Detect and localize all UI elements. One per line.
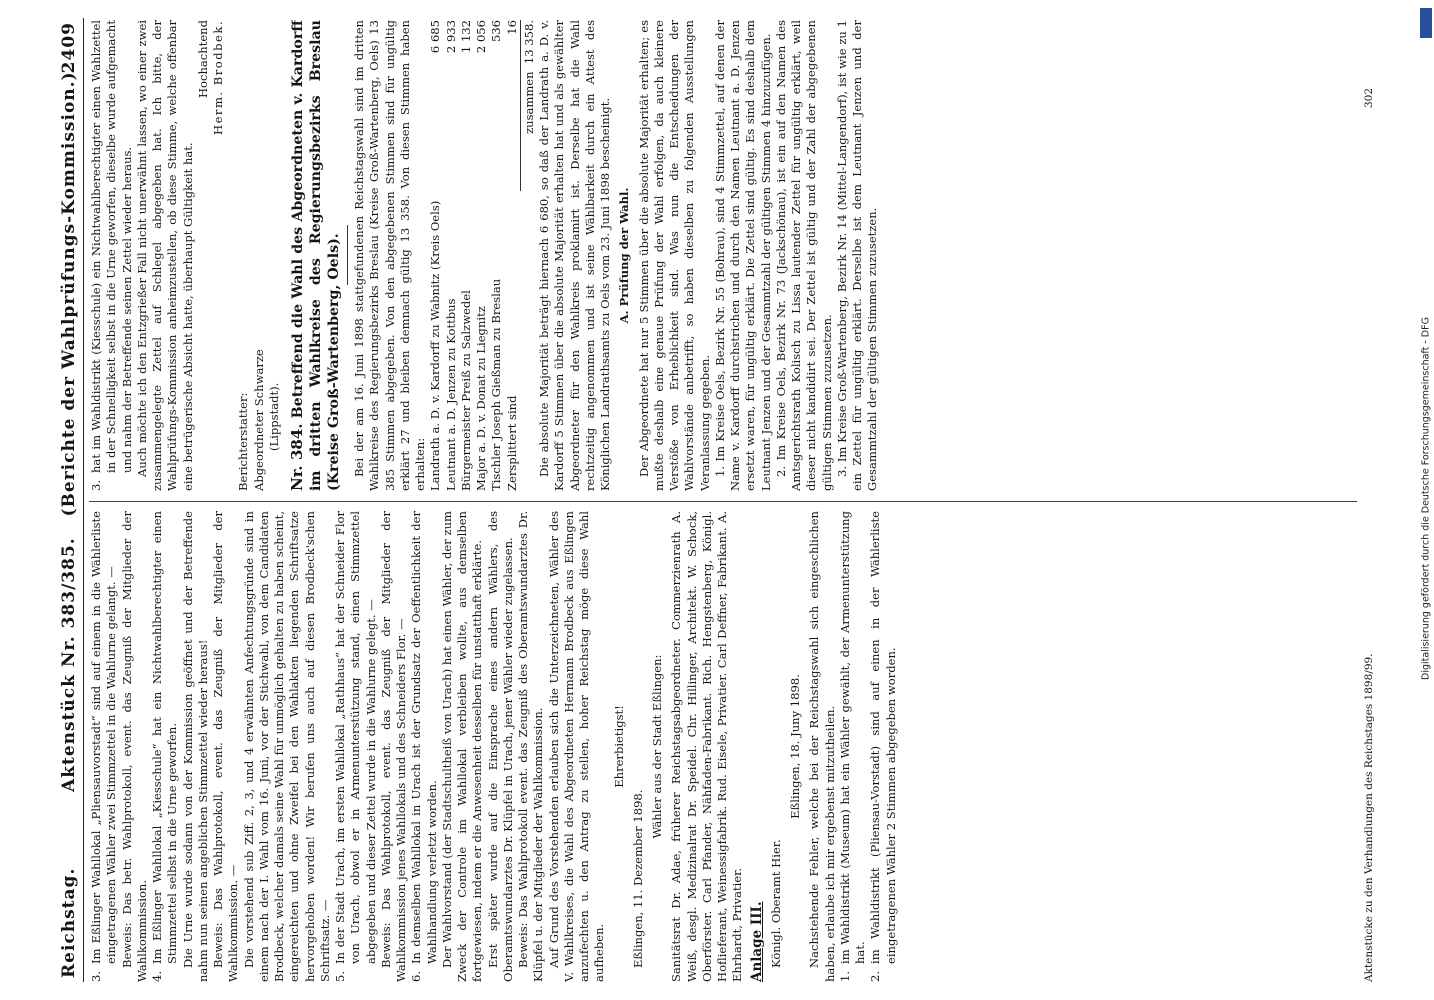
column-divider bbox=[89, 501, 1357, 502]
vote-total bbox=[520, 20, 537, 191]
report-title bbox=[288, 20, 343, 491]
dfg-sidebar bbox=[1418, 0, 1434, 1000]
total-label: zusammen bbox=[521, 71, 536, 134]
page-header bbox=[57, 18, 84, 982]
left-item-4: 6. In demselben Wahllokal in Urach ist der Grundsatz der Oeffentlichkeit der Wahlhandlung verletzt worden. bbox=[409, 511, 439, 982]
total-value: 13 358. bbox=[521, 20, 536, 65]
report-subject: Betreffend die Wahl des Abgeordneten v. Kardorff im dritten Wahlkreise des Regierungsbezirks Breslau (Kreise Groß-Wartenberg, Oels). bbox=[290, 20, 342, 491]
left-evidence-3: Beweis: Das Wahlprotokoll, event. das Zeugniß der Mitglieder der Wahlkommission jenes Wahllokals und des Schneiders Flor. — bbox=[378, 511, 408, 982]
anlage-date: Eßlingen, 18. Juny 1898. bbox=[788, 674, 802, 819]
regards: Hochachtend bbox=[195, 20, 210, 99]
right-para-3: Die absolute Majorität beträgt hiernach 6 680, so daß der Landrath a. D. v. Kardorff 5 Stimmen über die absolute Majorität erhalten hat und als gewählter Abgeordneter für den Wahlkreis proklamirt ist. Derselbe hat die Wahl rechtzeitig angenommen und ist seine Wählbarkeit durch ein Attest des Königlichen Landrathsamts zu Oels vom 23. Juni 1898 bescheinigt. bbox=[537, 20, 612, 491]
place-date: Eßlingen, 11. Dezember 1898. bbox=[630, 789, 645, 968]
right-item-3: 3. hat im Wahldistrikt (Kiesschule) ein Nichtwahlberechtigter einen Wahlzettel in der Schnelligkeit selbst in die Urne geworfen, dieselbe wurde aufgemacht und nahm der Betreffende seinen Zettel wieder heraus. bbox=[89, 20, 134, 491]
left-item-3: 5. In der Stadt Urach, im ersten Wahllokal „Rathhaus“ hat der Schneider Flor von Urach, obwol er in Armenunterstützung stand, einen Stimmzettel abgegeben und dieser Zettel wurde in die Wahlurne gelegt. — bbox=[333, 511, 378, 982]
report-number: Nr. 384. bbox=[288, 423, 306, 491]
left-para-4: Erst später wurde auf die Einsprache eines andern Wählers, des Oberamtswundarztes Dr. Klüpfel in Urach, jener Wähler wieder zugelassen. bbox=[485, 511, 515, 982]
page-footer bbox=[1363, 18, 1381, 982]
footer-source: Aktenstücke zu den Verhandlungen des Reichstages 1898/99. bbox=[1363, 653, 1375, 982]
left-evidence-2: Beweis: Das Wahlprotokoll, event. das Zeugniß der Mitglieder der Wahlkommission. — bbox=[211, 511, 241, 982]
finding-2: 2. Im Kreise Oels, Bezirk Nr. 73 (Jackschönau), ist ein auf den Namen des Amtsgerichtsrath Kolisch zu Lissa lautender Zettel für ungültig erklärt, weil dieser nicht kandidirt sei. Der Zettel ist gültig und der Zahl der abgegebenen gültigen Stimmen zuzusetzen. bbox=[773, 20, 834, 491]
candidate-row: Landrath a. D. v. Kardorff zu Wabnitz (Kreis Oels) 6 685 bbox=[428, 20, 443, 491]
left-para-1: Die Urne wurde sodann von der Kommission geöffnet und der Betreffende nahm nun seinen angeblichen Stimmzettel wieder heraus! bbox=[180, 511, 210, 982]
anlage-addressee: Königl. Oberamt Hier. bbox=[768, 839, 783, 968]
signers-intro: Wähler aus der Stadt Eßlingen: bbox=[650, 654, 664, 839]
closing: Ehrerbietigst! bbox=[611, 705, 626, 788]
header-left: Reichstag. bbox=[59, 867, 79, 978]
left-para-3: Der Wahlvorstand (der Stadtschultheiß von Urach) hat einen Wähler, der zum Zweck der Controle im Wahllokal verbleiben wollte, aus demselben fortgewiesen, indem er die Anwesenheit desselben für unstatthaft erklärte. bbox=[439, 511, 485, 982]
signers-list: Sanitätsrat Dr. Adae, früherer Reichstagsabgeordneter. Commerzienrath A. Weiß, desgl. Medizinalrat Dr. Speidel. Chr. Hillinger, Architekt. W. Schock, Oberförster. Carl Pfander, Nähfaden-Fabrikant. Rich. Hengstenberg, Königl. Hoflieferant, Weinessigfabrik. Rud. Eisele, Privatier. Carl Deffner, Fabrikant. A. Ehrhardt, Privatier. bbox=[669, 511, 745, 982]
right-para-4: Der Abgeordnete hat nur 5 Stimmen über die absolute Majorität erhalten; es mußte deshalb eine genaue Prüfung der Wahl erfolgen, da auch kleinere Verstöße von Erheblichkeit sind. Was nun die Entscheidungen der Wahlvorstände anbetrifft, so haben dieselben zu folgenden Ausstellungen Veranlassung gegeben. bbox=[636, 20, 712, 491]
signer: Herm. Brodbek. bbox=[211, 20, 225, 135]
candidate-row: Leutnant a. D. Jenzen zu Kottbus 2 933 bbox=[443, 20, 458, 491]
anlage-item-1: 1. im Wahldistrikt (Museum) hat ein Wähler gewählt, der Armenunterstützung hat. bbox=[837, 511, 867, 982]
header-doc-number: Aktenstück Nr. 383/385. bbox=[59, 537, 79, 792]
section-title: A. Prüfung der Wahl. bbox=[617, 187, 632, 324]
left-item-2: 4. Im Eßlinger Wahllokal „Kiesschule“ hat ein Nichtwahlberechtigter einen Stimmzettel selbst in die Urne geworfen. bbox=[150, 511, 180, 982]
left-evidence-4: Beweis: Das Wahlprotokoll event. das Zeugniß des Oberamtswundarztes Dr. Klüpfel u. der Mitglieder der Wahlkommission. bbox=[516, 511, 546, 982]
left-item-1: 3. Im Eßlinger Wahllokal „Pliensauvorstadt“ sind auf einem in die Wählerliste eingetragenen Wähler zwei Stimmzettel in die Wahlurne gelangt. — bbox=[89, 511, 119, 982]
header-center bbox=[59, 71, 79, 792]
candidate-row: Zersplittert sind 16 bbox=[504, 20, 519, 491]
right-para-1: Auch möchte ich den Entzgrießer Fall nicht unerwähnt lassen, wo einer zwei zusammengelegte Zettel auf Schlegel abgegeben hat. Ich bitte, der Wahlprüfungs-Kommission anheimzustellen, ob diese Stimme, welche offenbar eine betrügerische Absicht hatte, überhaupt Gültigkeit hat. bbox=[134, 20, 195, 491]
candidate-row: Major a. D. v. Donat zu Liegnitz 2 056 bbox=[474, 20, 488, 491]
title-rule bbox=[347, 226, 348, 286]
reporter-place: (Lippstadt). bbox=[266, 382, 281, 451]
right-para-2: Bei der am 16. Juni 1898 stattgefundenen Reichstagswahl sind im dritten Wahlkreise des Regierungsbezirks Breslau (Kreise Groß-Wartenberg, Oels) 13 385 Stimmen abgegeben. Von den abgegebenen Stimmen sind für ungültig erklärt 27 und bleiben demnach gültig 13 358. Von diesen Stimmen haben erhalten: bbox=[352, 20, 427, 491]
left-column bbox=[89, 511, 1357, 982]
anlage-item-2: 2. im Wahldistrikt (Pliensau-Vorstadt) sind auf einen in der Wählerliste eingetragenen Wähler 2 Stimmen abgegeben worden. bbox=[868, 511, 898, 982]
dfg-logo-icon bbox=[1420, 8, 1432, 38]
dfg-credit: Digitalisierung gefördert durch die Deutsche Forschungsgemeinschaft - DFG bbox=[1420, 317, 1432, 680]
left-evidence-1: Beweis: Das betr. Wahlprotokoll, event. das Zeugniß der Mitglieder der Wahlkommission. bbox=[119, 511, 149, 982]
anlage-intro: Nachstehende Fehler, welche bei der Reichstagswahl sich eingeschlichen haben, erlaube ich mir ergebenst mitzutheilen. bbox=[807, 511, 837, 982]
candidate-row: Bürgermeister Preiß zu Salzwedel 1 132 bbox=[458, 20, 473, 491]
document-page bbox=[47, 4, 1387, 996]
right-column bbox=[89, 20, 1357, 491]
finding-3: 3. Im Kreise Groß-Wartenberg, Bezirk Nr. 14 (Mittel-Langendorf), ist wie zu 1 ein Zettel für ungültig erklärt. Derselbe ist dem Leutnant Jenzen und der Gesammtzahl der gültigen Stimmen zuzusetzen. bbox=[834, 20, 880, 491]
page-number: 2409 bbox=[59, 22, 79, 74]
reporter-label: Berichterstatter: bbox=[236, 392, 251, 491]
candidate-row: Tischler Joseph Gießman zu Breslau 536 bbox=[489, 20, 504, 491]
header-section: (Berichte der Wahlprüfungs-Kommission.) bbox=[59, 71, 79, 517]
anlage-title: Anlage III. bbox=[748, 901, 765, 982]
left-para-2: Die vorstehend sub Ziff. 2, 3, und 4 erwähnten Anfechtungsgründe sind in einem nach der I. Wahl vom 16. Juni, vor der Stichwahl, von dem Candidaten Brodbeck, welcher damals seine Wahl für unmöglich gehalten zu haben scheint, eingereichten und ohne Zweifel bei den Wahlakten liegenden Schriftsatze hervorgehoben worden! Wir berufen uns auch auf diesen Brodbeck'schen Schriftsatz. — bbox=[241, 511, 332, 982]
reporter-name: Abgeordneter Schwarze bbox=[251, 349, 266, 491]
footer-sheet-number: 302 bbox=[1363, 88, 1375, 109]
finding-1: 1. Im Kreise Oels, Bezirk Nr. 55 (Bohrau), sind 4 Stimmzettel, auf denen der Name v. Kardorff durchstrichen und durch den Namen Leutnant a. D. Jenzen ersetzt waren, für ungültig erklärt. Die Zettel sind gültig. Es sind deshalb dem Leutnant Jenzen und der Gesammtzahl der gültigen Stimmen 4 hinzuzufügen. bbox=[712, 20, 773, 491]
text-columns bbox=[89, 18, 1357, 982]
left-para-5: Auf Grund des Vorstehenden erlauben sich die Unterzeichneten, Wähler des V. Wahlkreises, die Wahl des Abgeordneten Hermann Brodbeck aus Eßlingen anzufechten u. den Antrag zu stellen, hoher Reichstag möge diese Wahl aufheben. bbox=[546, 511, 607, 982]
